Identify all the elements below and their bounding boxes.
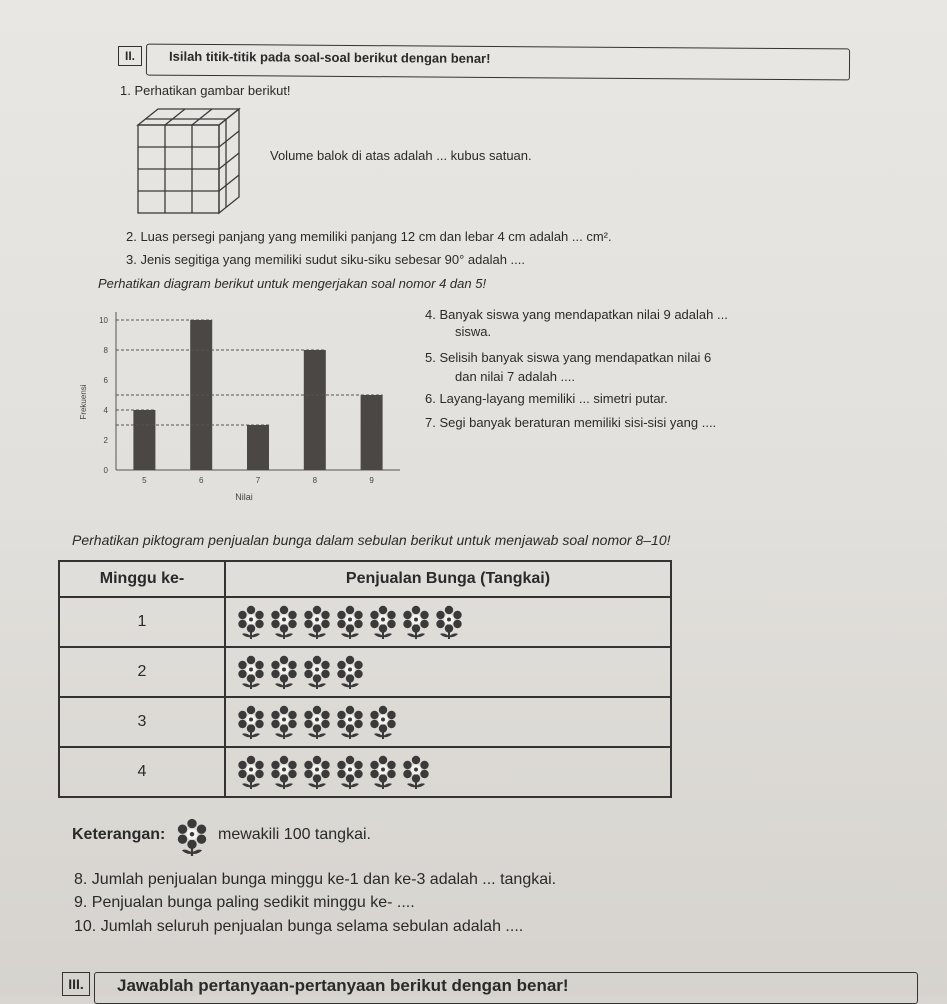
section-2-instruction: Isilah titik-titik pada soal-soal berikut dengan benar! (168, 48, 491, 66)
flower-icon (368, 705, 398, 739)
question-6: 6. Layang-layang memiliki ... simetri putar. (425, 391, 668, 406)
pictogram-intro: Perhatikan piktogram penjualan bunga dalam sebulan berikut untuk menjawab soal nomor 8–10! (72, 532, 671, 548)
legend-label: Keterangan: (72, 826, 166, 843)
question-1-text: Volume balok di atas adalah ... kubus satuan. (270, 148, 532, 163)
question-8: 8. Jumlah penjualan bunga minggu ke-1 dan ke-3 adalah ... tangkai. (74, 871, 557, 888)
flower-icon (434, 605, 464, 639)
bar-nilai-9 (361, 395, 383, 470)
question-5-line-1: 5. Selisih banyak siswa yang mendapatkan nilai 6 (425, 350, 712, 365)
flower-icon (368, 755, 398, 789)
bar-nilai-7 (247, 425, 269, 470)
y-tick-label: 6 (103, 376, 108, 385)
week-cell: 3 (59, 697, 225, 747)
question-3: 3. Jenis segitiga yang memiliki sudut siku-siku sebesar 90° adalah .... (126, 252, 526, 267)
y-tick-label: 10 (99, 316, 108, 325)
question-4-line-2: siswa. (455, 324, 492, 339)
table-row (59, 747, 671, 797)
flower-icon (335, 755, 365, 789)
flower-icon (269, 755, 299, 789)
table-row (59, 597, 671, 647)
question-2: 2. Luas persegi panjang yang memiliki panjang 12 cm dan lebar 4 cm adalah ... cm². (126, 229, 612, 244)
header-week: Minggu ke- (59, 561, 225, 597)
question-10: 10. Jumlah seluruh penjualan bunga selama sebulan adalah .... (74, 918, 524, 935)
x-tick-label: 7 (255, 476, 261, 485)
flower-icon (269, 605, 299, 639)
bar-nilai-8 (304, 350, 326, 470)
flower-icon (401, 605, 431, 639)
flower-icon (302, 755, 332, 789)
flower-icon (335, 605, 365, 639)
flower-icon (269, 655, 299, 689)
question-9: 9. Penjualan bunga paling sedikit minggu ke- .... (74, 894, 415, 911)
flower-icon (269, 705, 299, 739)
section-3-instruction-box (94, 972, 918, 1004)
flower-icon (236, 605, 266, 639)
table-row (59, 647, 671, 697)
x-tick-label: 8 (312, 476, 318, 485)
flower-icon (302, 655, 332, 689)
unit-cube-block-figure (132, 103, 244, 217)
bar-nilai-5 (133, 410, 155, 470)
section-3-number: III. (62, 972, 90, 996)
y-tick-label: 8 (103, 346, 108, 355)
week-cell: 2 (59, 647, 225, 697)
y-tick-label: 4 (103, 406, 108, 415)
header-sales: Penjualan Bunga (Tangkai) (225, 561, 671, 597)
flower-icon (401, 755, 431, 789)
flower-icon (368, 605, 398, 639)
flower-icon (175, 818, 209, 856)
question-4-line-1: 4. Banyak siswa yang mendapatkan nilai 9 adalah ... (425, 307, 728, 322)
y-tick-label: 2 (103, 436, 108, 445)
flower-icon (236, 705, 266, 739)
week-cell: 4 (59, 747, 225, 797)
y-axis-label: Frekuensi (79, 384, 88, 420)
flower-icon (335, 705, 365, 739)
diagram-intro: Perhatikan diagram berikut untuk mengerjakan soal nomor 4 dan 5! (98, 276, 487, 291)
flower-icon (236, 655, 266, 689)
y-tick-label: 0 (103, 466, 108, 475)
flower-cell (225, 647, 671, 697)
flower-icon (236, 755, 266, 789)
section-3-instruction: Jawablah pertanyaan-pertanyaan berikut dengan benar! (117, 976, 569, 995)
x-tick-label: 6 (198, 476, 204, 485)
x-tick-label: 5 (142, 476, 147, 485)
x-tick-label: 9 (369, 476, 374, 485)
table-row (59, 697, 671, 747)
legend-text: mewakili 100 tangkai. (218, 826, 371, 843)
section-2-number: II. (118, 46, 142, 66)
section-2-instruction-box (146, 44, 850, 81)
flower-icon (335, 655, 365, 689)
question-5-line-2: dan nilai 7 adalah .... (455, 369, 575, 384)
pictogram-header-row (59, 561, 671, 597)
week-cell: 1 (59, 597, 225, 647)
pictogram-table (58, 560, 672, 798)
bar-chart (74, 302, 404, 512)
question-7: 7. Segi banyak beraturan memiliki sisi-sisi yang .... (425, 415, 717, 430)
flower-cell (225, 697, 671, 747)
question-1-intro: 1. Perhatikan gambar berikut! (120, 83, 291, 98)
flower-cell (225, 597, 671, 647)
flower-icon (302, 605, 332, 639)
flower-icon (302, 705, 332, 739)
flower-cell (225, 747, 671, 797)
x-axis-label: Nilai (235, 492, 253, 502)
